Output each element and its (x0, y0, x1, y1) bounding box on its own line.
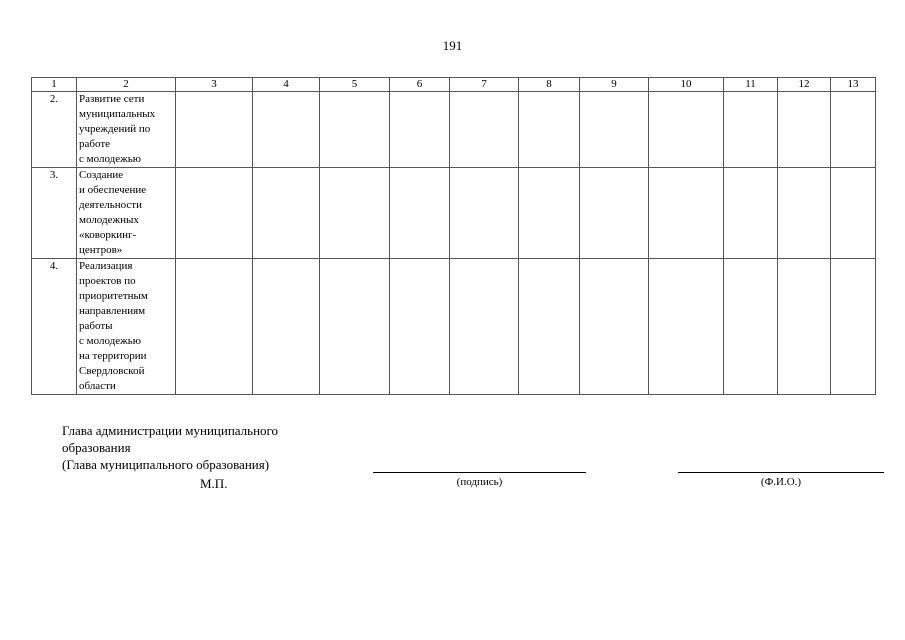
empty-cell (176, 168, 253, 259)
row-number: 4. (32, 259, 77, 395)
column-header: 10 (649, 78, 724, 92)
row-name: Создание и обеспечение деятельности молодежных «коворкинг- центров» (77, 168, 176, 259)
column-header: 8 (519, 78, 580, 92)
column-header: 1 (32, 78, 77, 92)
empty-cell (253, 92, 320, 168)
empty-cell (390, 92, 450, 168)
table-row (32, 259, 876, 395)
empty-cell (831, 92, 876, 168)
empty-cell (724, 259, 778, 395)
empty-cell (320, 168, 390, 259)
empty-cell (519, 92, 580, 168)
table-row (32, 92, 876, 168)
row-number: 3. (32, 168, 77, 259)
column-header: 11 (724, 78, 778, 92)
empty-cell (580, 259, 649, 395)
empty-cell (519, 259, 580, 395)
name-line (678, 472, 884, 473)
column-header: 7 (450, 78, 519, 92)
empty-cell (390, 259, 450, 395)
column-header: 9 (580, 78, 649, 92)
row-name: Реализация проектов по приоритетным направлениям работы с молодежью на территории Свердловской области (77, 259, 176, 395)
empty-cell (390, 168, 450, 259)
table-row (32, 168, 876, 259)
column-header: 4 (253, 78, 320, 92)
empty-cell (253, 168, 320, 259)
empty-cell (253, 259, 320, 395)
column-header: 12 (778, 78, 831, 92)
empty-cell (778, 92, 831, 168)
signatory-title-line: образования (62, 440, 131, 455)
empty-cell (450, 259, 519, 395)
empty-cell (778, 259, 831, 395)
column-header: 2 (77, 78, 176, 92)
seal-placeholder: М.П. (200, 476, 228, 491)
empty-cell (580, 168, 649, 259)
empty-cell (519, 168, 580, 259)
empty-cell (450, 92, 519, 168)
empty-cell (320, 259, 390, 395)
empty-cell (649, 259, 724, 395)
row-number: 2. (32, 92, 77, 168)
column-header: 3 (176, 78, 253, 92)
name-caption: (Ф.И.О.) (760, 476, 802, 488)
signatory-title-line: Глава администрации муниципального (62, 423, 279, 438)
signature-caption: (подпись) (456, 476, 503, 488)
empty-cell (724, 92, 778, 168)
empty-cell (831, 259, 876, 395)
empty-cell (831, 168, 876, 259)
table-header-row (32, 78, 876, 92)
signatory-title-line: (Глава муниципального образования) (62, 457, 270, 472)
empty-cell (580, 92, 649, 168)
empty-cell (724, 168, 778, 259)
empty-cell (176, 259, 253, 395)
column-header: 13 (831, 78, 876, 92)
column-header: 5 (320, 78, 390, 92)
empty-cell (320, 92, 390, 168)
row-name: Развитие сети муниципальных учреждений по работе с молодежью (77, 92, 176, 168)
signature-line (373, 472, 586, 473)
page-number: 191 (442, 38, 463, 53)
column-header: 6 (390, 78, 450, 92)
empty-cell (649, 168, 724, 259)
data-table (31, 77, 876, 395)
empty-cell (649, 92, 724, 168)
empty-cell (176, 92, 253, 168)
empty-cell (778, 168, 831, 259)
signatory-block (62, 422, 278, 473)
empty-cell (450, 168, 519, 259)
